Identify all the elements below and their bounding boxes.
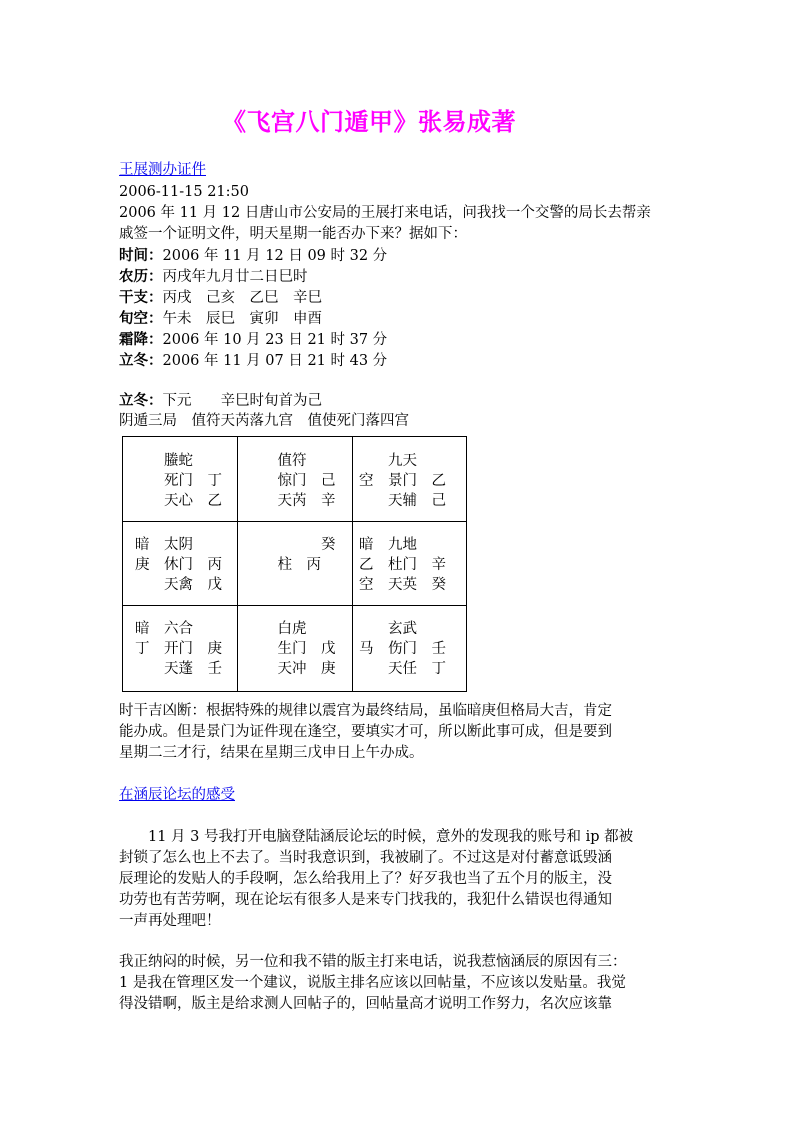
para2-line-3: 得没错啊，版主是给求测人回帖子的，回帖量高才说明工作努力，名次应该靠 [119, 996, 612, 1012]
grid-divider [123, 521, 466, 522]
field-label: 霜降： [119, 331, 163, 348]
palace-line: 九天 [359, 453, 432, 469]
palace-line: 天辅 己 [359, 493, 446, 509]
para1-line-1: 11 月 3 号我打开电脑登陆涵辰论坛的时候，意外的发现我的账号和 ip 都被 [119, 829, 634, 845]
palace-line: 空 景门 乙 [359, 473, 446, 489]
para1-line-2: 封锁了怎么也上不去了。当时我意识到，我被刷了。不过这是对付蓄意诋毁涵 [119, 850, 612, 866]
field-label: 立冬： [119, 352, 163, 369]
palace-line: 天任 丁 [359, 661, 446, 677]
palace-line: 暗 太阴 [135, 537, 208, 553]
palace-cell [359, 535, 446, 595]
field-time [119, 245, 387, 267]
palace-line: 庚 休门 丙 [135, 557, 222, 573]
judgement-line-1: 时干吉凶断：根据特殊的规律以震宫为最终结局，虽临暗庚但格局大吉，肯定 [119, 703, 612, 719]
palace-cell [263, 619, 336, 679]
judgement-line-3: 星期二三才行，结果在星期三戊申日上午办成。 [119, 745, 424, 761]
field-value: 2006 年 10 月 23 日 21 时 37 分 [162, 332, 388, 348]
intro-line-1: 2006 年 11 月 12 日唐山市公安局的王展打来电话，问我找一个交警的局长去帮亲 [119, 205, 651, 221]
grid-divider [123, 605, 466, 606]
field-value: 午未 辰巳 寅卯 申酉 [162, 311, 322, 327]
ju-line: 阴遁三局 值符天芮落九宫 值使死门落四宫 [119, 413, 409, 429]
palace-cell [359, 451, 446, 511]
field-label: 干支： [119, 289, 163, 306]
palace-line: 天芮 辛 [263, 493, 336, 509]
palace-line: 癸 [263, 537, 336, 553]
palace-line: 玄武 [359, 621, 432, 637]
field-shuangjiang [119, 329, 387, 351]
field-label: 时间： [119, 247, 163, 264]
palace-line: 天禽 戊 [135, 577, 222, 593]
field-label: 旬空： [119, 310, 163, 327]
palace-cell [263, 535, 336, 575]
para1-line-3: 辰理论的发贴人的手段啊，怎么给我用上了？好歹我也当了五个月的版主，没 [119, 871, 612, 887]
field-value: 2006 年 11 月 07 日 21 时 43 分 [162, 353, 388, 369]
palace-line: 死门 丁 [135, 473, 222, 489]
post-datetime: 2006-11-15 21:50 [119, 184, 249, 200]
para1-line-5: 一声再处理吧！ [119, 913, 221, 929]
field-lidong [119, 350, 387, 372]
palace-line: 天冲 庚 [263, 661, 336, 677]
para2-line-2: 1 是我在管理区发一个建议，说版主排名应该以回帖量，不应该以发贴量。我觉 [119, 975, 626, 991]
palace-line: 丁 开门 庚 [135, 641, 222, 657]
palace-cell [359, 619, 446, 679]
palace-line: 马 伤门 壬 [359, 641, 446, 657]
field-value: 丙戌年九月廿二日巳时 [162, 269, 308, 285]
palace-line: 空 天英 癸 [359, 577, 446, 593]
palace-line: 暗 九地 [359, 537, 432, 553]
palace-grid [122, 436, 467, 692]
palace-line: 惊门 己 [263, 473, 336, 489]
grid-divider [237, 437, 238, 691]
palace-line: 乙 杜门 辛 [359, 557, 446, 573]
palace-line: 柱 丙 [263, 557, 321, 573]
field-xunkong [119, 308, 322, 330]
article-link-wang-zhan[interactable]: 王展测办证件 [119, 162, 206, 178]
grid-divider [352, 437, 353, 691]
judgement-line-2: 能办成。但是景门为证件现在逢空，要填实才可，所以断此事可成，但是要到 [119, 724, 612, 740]
field-value: 2006 年 11 月 12 日 09 时 32 分 [162, 248, 388, 264]
palace-line: 天蓬 壬 [135, 661, 222, 677]
document-title: 《飞宫八门遁甲》张易成著 [222, 107, 516, 136]
article-link-hanchen-forum[interactable]: 在涵辰论坛的感受 [119, 787, 235, 803]
field-value: 丙戌 己亥 乙巳 辛巳 [162, 290, 322, 306]
field-ganzhi [119, 287, 322, 309]
palace-line: 白虎 [263, 621, 321, 637]
palace-line: 值符 [263, 453, 321, 469]
lidong-line [119, 390, 322, 412]
palace-cell [135, 451, 222, 511]
palace-line: 天心 乙 [135, 493, 222, 509]
lidong-value: 下元 辛巳时旬首为己 [162, 393, 322, 409]
para1-line-4: 功劳也有苦劳啊，现在论坛有很多人是来专门找我的，我犯什么错误也得通知 [119, 892, 612, 908]
palace-line: 暗 六合 [135, 621, 208, 637]
para2-line-1: 我正纳闷的时候，另一位和我不错的版主打来电话，说我惹恼涵辰的原因有三： [119, 954, 627, 970]
palace-line: 生门 戊 [263, 641, 336, 657]
palace-cell [135, 535, 222, 595]
palace-cell [263, 451, 336, 511]
lidong-label: 立冬： [119, 392, 163, 409]
field-label: 农历： [119, 268, 163, 285]
palace-line: 螣蛇 [135, 453, 208, 469]
field-lunar [119, 266, 308, 288]
palace-cell [135, 619, 222, 679]
intro-line-2: 戚签一个证明文件，明天星期一能否办下来？据如下： [119, 226, 467, 242]
